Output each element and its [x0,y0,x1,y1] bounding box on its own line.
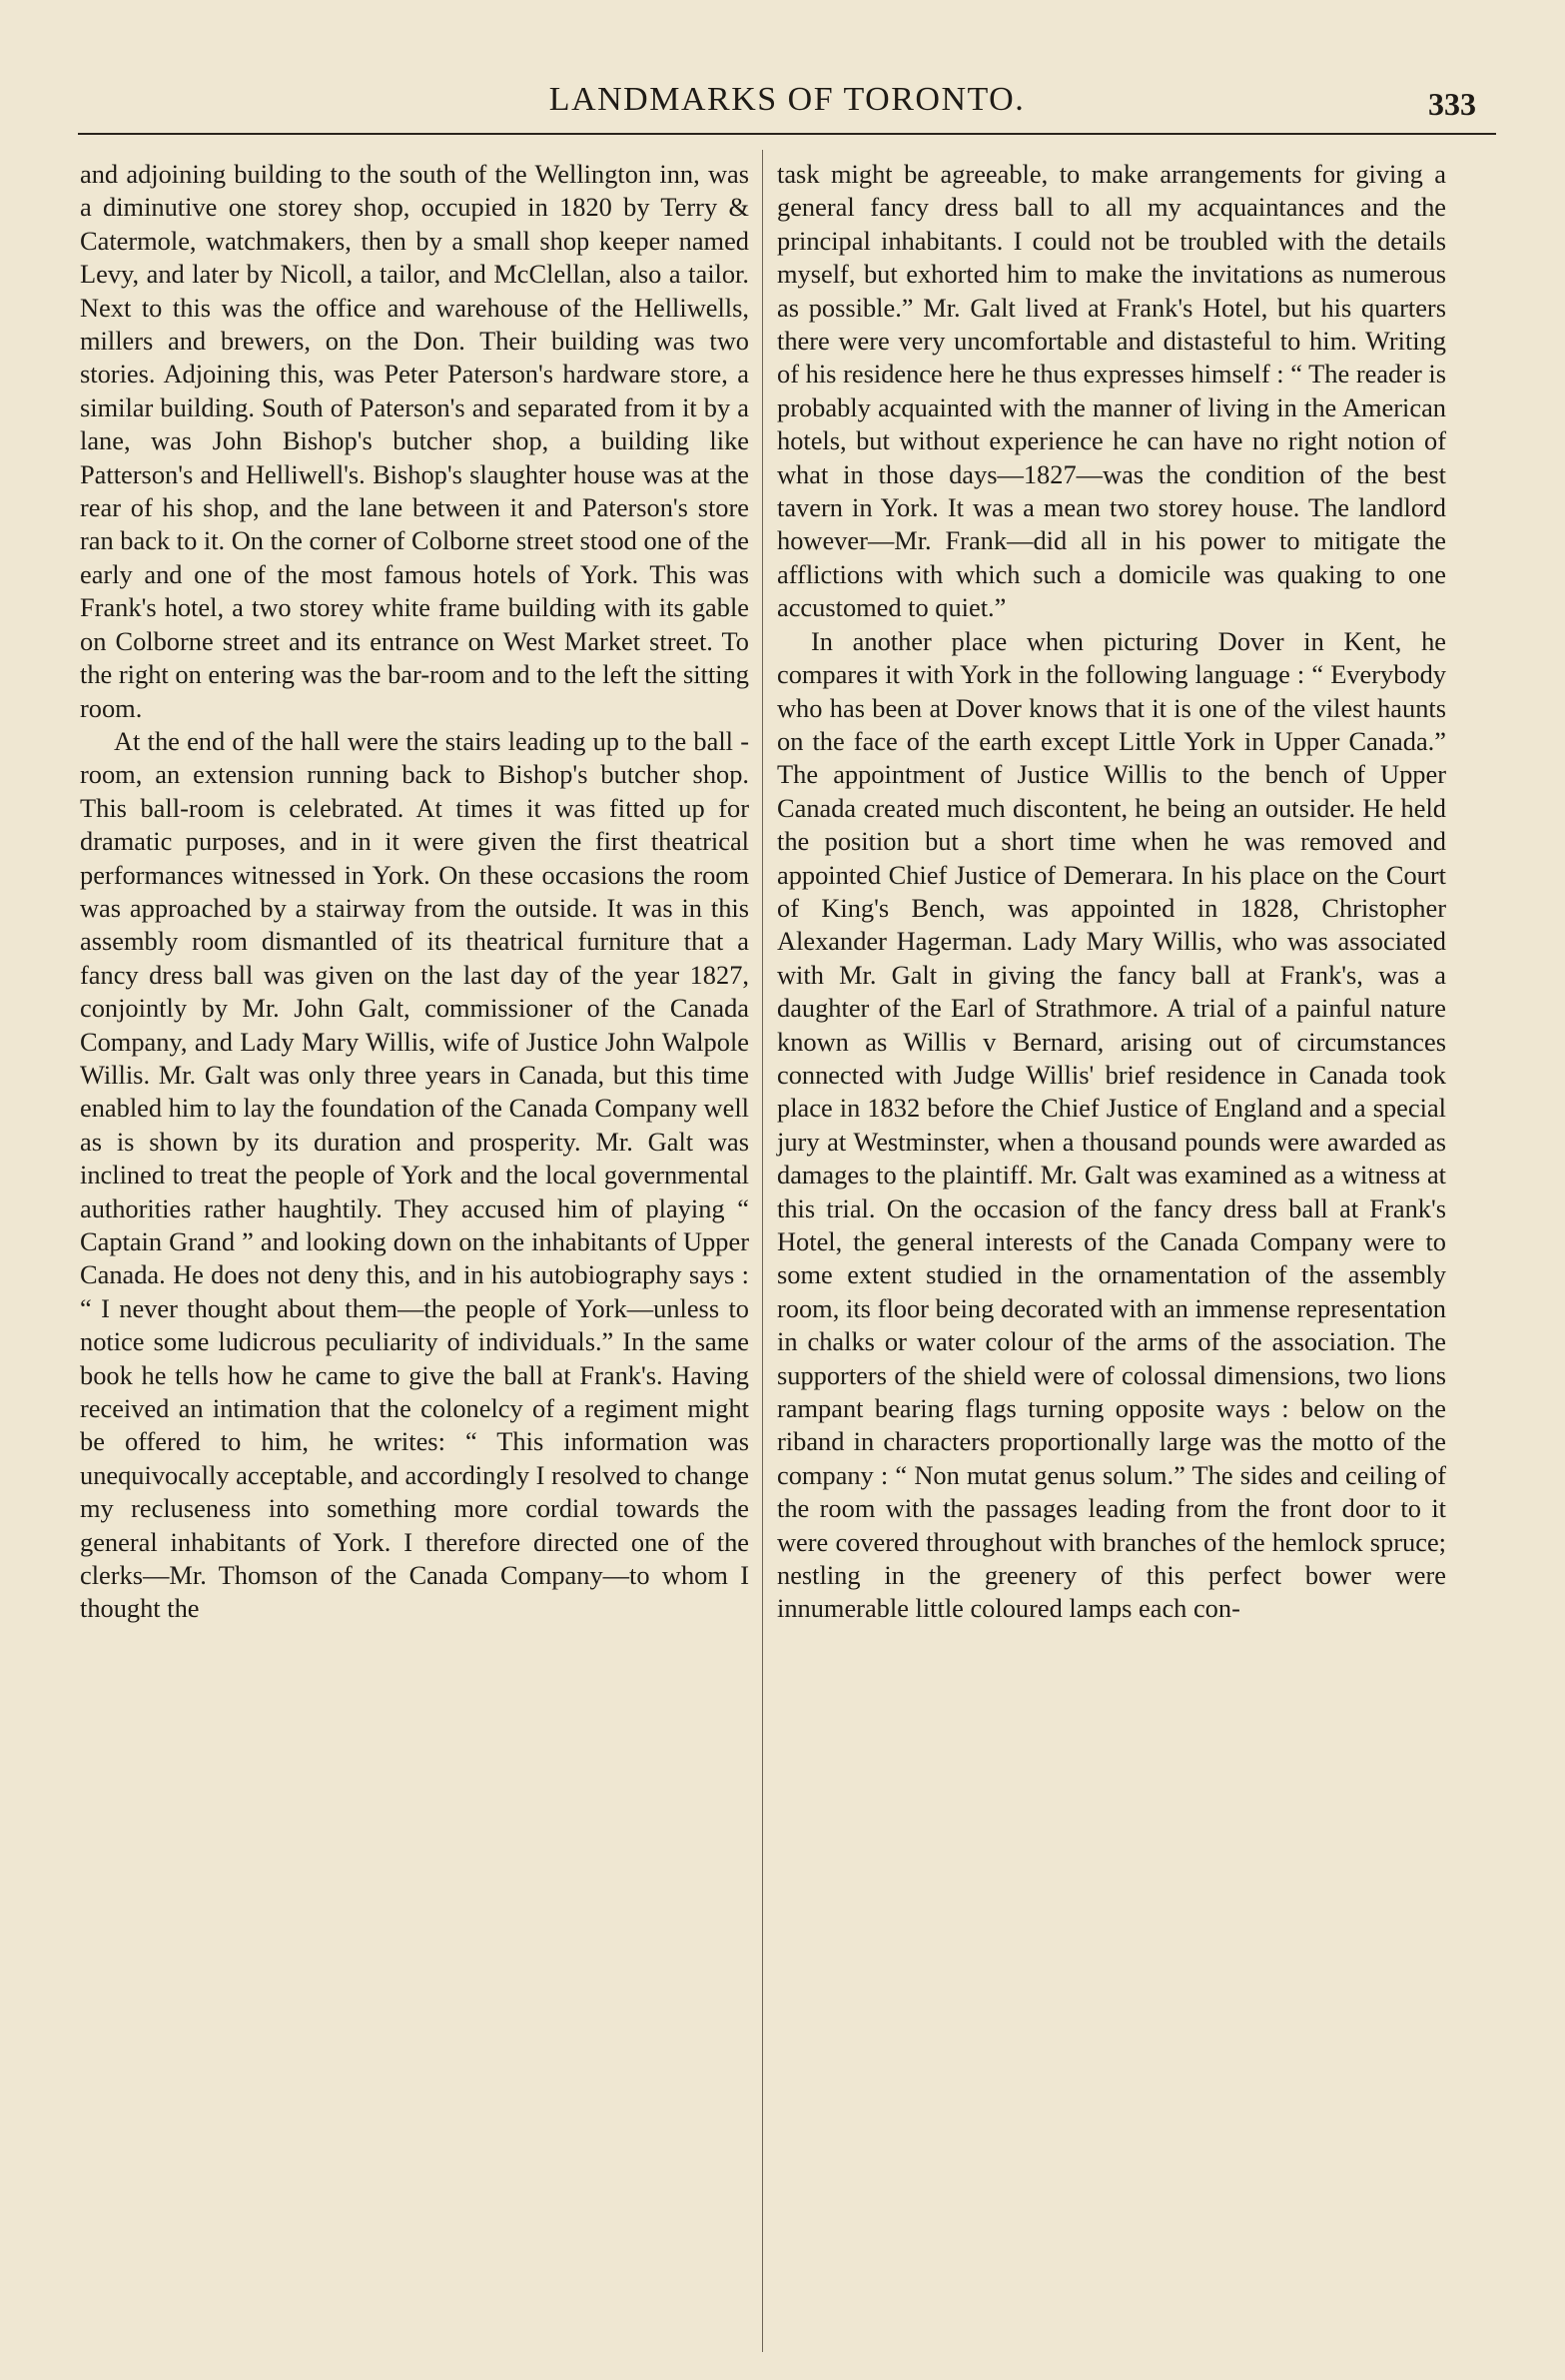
page-number: 333 [1428,86,1476,122]
right-column [777,158,1446,1626]
column-divider [762,150,763,2352]
left-column [80,158,749,1626]
left-paragraph-2: At the end of the hall were the stairs leading up to the ball - room, an extension running back to Bishop's butcher shop. This ball-room is celebrated. At times it was fitted up for dramatic purposes, and in it were given the first theatrical performances witnessed in York. On these occasions the room was approached by a stairway from the outside. It was in this assembly room dismantled of its theatrical furniture that a fancy dress ball was given on the last day of the year 1827, conjointly by Mr. John Galt, commissioner of the Canada Company, and Lady Mary Willis, wife of Justice John Walpole Willis. Mr. Galt was only three years in Canada, but this time enabled him to lay the foundation of the Canada Company well as is shown by its duration and prosperity. Mr. Galt was inclined to treat the people of York and the local governmental authorities rather haughtily. They accused him of playing “ Captain Grand ” and looking down on the inhabitants of Upper Canada. He does not deny this, and in his autobiography says : “ I never thought about them—the people of York—unless to notice some ludicrous peculiarity of individuals.” In the same book he tells how he came to give the ball at Frank's. Having received an intimation that the colonelcy of a regiment might be offered to him, he writes: “ This information was unequivocally acceptable, and accordingly I resolved to change my recluseness into something more cordial towards the general inhabitants of York. I therefore directed one of the clerks—Mr. Thomson of the Canada Company—to whom I thought the [80,725,749,1624]
right-paragraph-1: task might be agreeable, to make arrangements for giving a general fancy dress ball to all my acquaintances and the principal inhabitants. I could not be troubled with the details myself, but exhorted him to make the invitations as numerous as possible.” Mr. Galt lived at Frank's Hotel, but his quarters there were very uncomfortable and distasteful to him. Writing of his residence here he thus expresses himself : “ The reader is probably acquainted with the manner of living in the American hotels, but without experience he can have no right notion of what in those days—1827—was the condition of the best tavern in York. It was a mean two storey house. The landlord however—Mr. Frank—did all in his power to mitigate the afflictions with which such a domicile was quaking to one accustomed to quiet.” [777,159,1446,623]
running-head [78,78,1496,128]
page-title: LANDMARKS OF TORONTO. [548,81,1026,118]
right-paragraph-2: In another place when picturing Dover in Kent, he compares it with York in the following language : “ Everybody who has been at Dover knows that it is one of the vilest haunts on the face of the earth except Little York in Upper Canada.” The appointment of Justice Willis to the bench of Upper Canada created much discontent, he being an outsider. He held the position but a short time when he was removed and appointed Chief Justice of Demerara. In his place on the Court of King's Bench, was appointed in 1828, Christopher Alexander Hagerman. Lady Mary Willis, who was associated with Mr. Galt in giving the fancy ball at Frank's, was a daughter of the Earl of Strathmore. A trial of a painful nature known as Willis v Bernard, arising out of circumstances connected with Judge Willis' brief residence in Canada took place in 1832 before the Chief Justice of England and a special jury at Westminster, when a thousand pounds were awarded as damages to the plaintiff. Mr. Galt was examined as a witness at this trial. On the occasion of the fancy dress ball at Frank's Hotel, the general interests of the Canada Company were to some extent studied in the ornamentation of the assembly room, its floor being decorated with an immense representation in chalks or water colour of the arms of the association. The supporters of the shield were of colossal dimensions, two lions rampant bearing flags turning opposite ways : below on the riband in characters proportionally large was the motto of the company : “ Non mutat genus solum.” The sides and ceiling of the room with the passages leading from the front door to it were covered throughout with branches of the hemlock spruce; nestling in the greenery of this perfect bower were innumerable little coloured lamps each con- [777,625,1446,1624]
left-paragraph-1: and adjoining building to the south of the Wellington inn, was a diminutive one storey shop, occupied in 1820 by Terry & Catermole, watchmakers, then by a small shop keeper named Levy, and later by Nicoll, a tailor, and McClellan, also a tailor. Next to this was the office and warehouse of the Helliwells, millers and brewers, on the Don. Their building was two stories. Adjoining this, was Peter Paterson's hardware store, a similar building. South of Paterson's and separated from it by a lane, was John Bishop's butcher shop, a building like Patterson's and Helliwell's. Bishop's slaughter house was at the rear of his shop, and the lane between it and Paterson's store ran back to it. On the corner of Colborne street stood one of the early and one of the most famous hotels of York. This was Frank's hotel, a two storey white frame building with its gable on Colborne street and its entrance on West Market street. To the right on entering was the bar-room and to the left the sitting room. [80,159,749,723]
header-rule [78,133,1496,135]
